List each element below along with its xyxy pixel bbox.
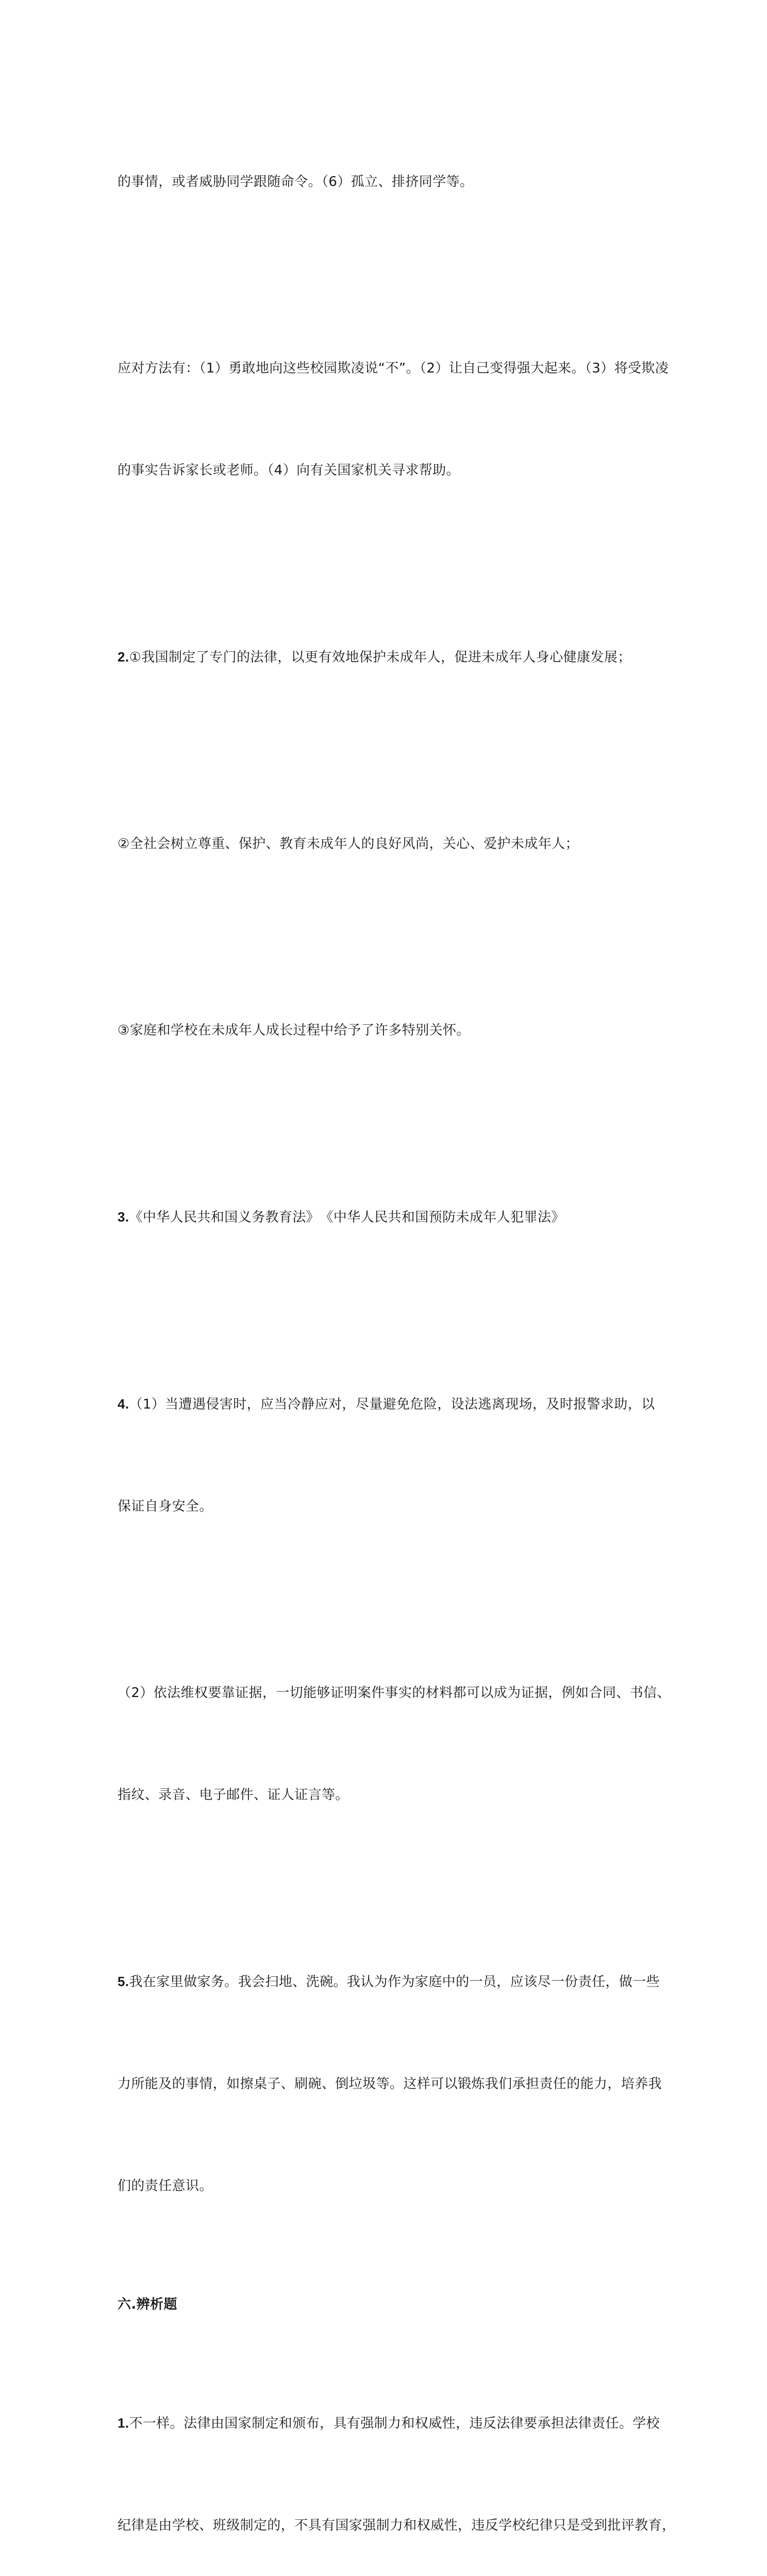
text-line: 纪律是由学校、班级制定的，不具有国家强制力和权威性，违反学校纪律只是受到批评教育， <box>118 2518 676 2533</box>
answer-number: 3. <box>118 1209 129 1225</box>
answer-3 <box>118 1132 655 1302</box>
text-line: 们的责任意识。 <box>118 2178 213 2194</box>
text-line: 指纹、录音、电子邮件、证人证言等。 <box>118 1787 349 1803</box>
paragraph-bullying-types-end <box>118 97 655 267</box>
answer-2-item-2 <box>118 759 655 929</box>
answer-number: 1. <box>118 2415 129 2431</box>
text-line: ②全社会树立尊重、保护、教育未成年人的良好风尚，关心、爱护未成年人； <box>118 836 579 852</box>
text-line: 的事实告诉家长或老师。（4）向有关国家机关寻求帮助。 <box>118 463 460 478</box>
answer-number: 2. <box>118 649 129 665</box>
text-line: （1）当遭遇侵害时，应当冷静应对，尽量避免危险，设法逃离现场，及时报警求助，以 <box>129 1397 655 1412</box>
paragraph-coping-methods <box>118 283 669 555</box>
analysis-answer-1 <box>118 2338 676 2576</box>
answer-4-part-2 <box>118 1608 671 1880</box>
answer-2-item-3 <box>118 945 655 1115</box>
answer-number: 5. <box>118 1974 129 1989</box>
text-line: 不一样。法律由国家制定和颁布，具有强制力和权威性，违反法律要承担法律责任。学校 <box>129 2416 660 2431</box>
answer-2-item-1 <box>118 572 655 742</box>
text-line: ③家庭和学校在未成年人成长过程中给予了许多特别关怀。 <box>118 1023 470 1038</box>
text-line: 力所能及的事情，如擦桌子、刷碗、倒垃圾等。这样可以锻炼我们承担责任的能力，培养我 <box>118 2076 662 2092</box>
document-body <box>118 97 676 2576</box>
text-line: （2）依法维权要靠证据，一切能够证明案件事实的材料都可以成为证据，例如合同、书信、 <box>118 1685 671 1701</box>
text-line: 的事情，或者威胁同学跟随命令。（6）孤立、排挤同学等。 <box>118 174 474 190</box>
text-line: ①我国制定了专门的法律，以更有效地保护未成年人，促进未成年人身心健康发展； <box>129 650 631 665</box>
text-line: 我在家里做家务。我会扫地、洗碗。我认为作为家庭中的一员，应该尽一份责任，做一些 <box>129 1974 660 1990</box>
text-line: 应对方法有：（1）勇敢地向这些校园欺凌说“不”。（2）让自己变得强大起来。（3）将受欺凌 <box>118 361 669 376</box>
section-heading: 六.辨析题 <box>118 2297 177 2312</box>
answer-5 <box>118 1896 662 2271</box>
answer-4-part-1 <box>118 1319 655 1591</box>
text-line: 《中华人民共和国义务教育法》 《中华人民共和国预防未成年人犯罪法》 <box>129 1210 565 1225</box>
answer-number: 4. <box>118 1396 129 1412</box>
text-line: 保证自身安全。 <box>118 1499 213 1514</box>
